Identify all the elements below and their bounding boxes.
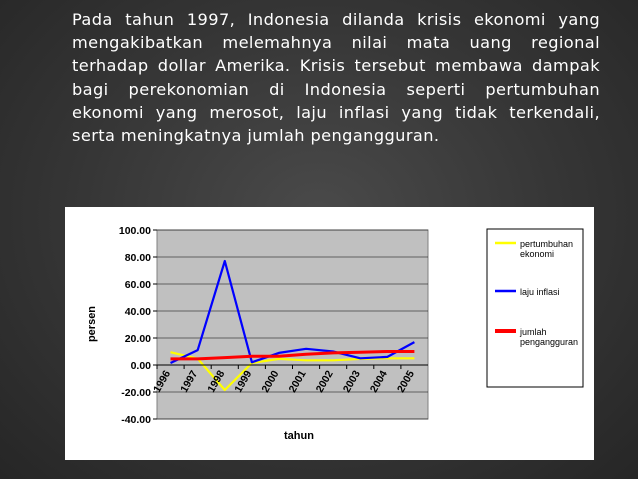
x-tick-label: 2004 (367, 368, 390, 395)
legend-label-3: pengangguran (520, 337, 579, 347)
x-tick-label: 2000 (259, 368, 282, 395)
legend-label-3: jumlah (520, 327, 547, 337)
x-tick-label: 1999 (232, 368, 255, 395)
x-tick-label: 2003 (340, 368, 363, 395)
legend-label-2: laju inflasi (520, 287, 560, 297)
x-tick-label: 2002 (313, 368, 336, 395)
y-tick-label: 100.00 (118, 225, 151, 237)
y-tick-label: 80.00 (124, 252, 151, 264)
x-tick-label: 2005 (394, 368, 418, 395)
slide-paragraph: Pada tahun 1997, Indonesia dilanda krisis ekonomi yang mengakibatkan melemahnya nilai mata uang regional terhadap dollar Amerika. Krisis tersebut membawa dampak bagi perekonomian di Indonesia seperti pertumbuhan ekonomi yang merosot, laju inflasi yang tidak terkendali, serta meningkatnya jumlah pengangguran. (72, 10, 600, 146)
y-axis-title: persen (86, 305, 98, 343)
x-axis-title: tahun (284, 430, 314, 442)
legend-label-1: pertumbuhan (520, 239, 574, 249)
x-tick-label: 1997 (178, 368, 201, 395)
line-chart (65, 207, 594, 460)
y-tick-label: 60.00 (124, 279, 151, 291)
x-tick-label: 1998 (205, 368, 228, 395)
x-tick-label: 1996 (151, 368, 174, 395)
legend-label-1: ekonomi (520, 249, 555, 259)
chart-panel (65, 207, 594, 460)
y-tick-label: -20.00 (121, 387, 151, 399)
x-tick-label: 2001 (286, 368, 309, 395)
y-tick-label: 40.00 (124, 306, 151, 318)
y-tick-label: 0.00 (130, 360, 151, 372)
y-tick-label: -40.00 (121, 414, 151, 426)
y-tick-label: 20.00 (124, 333, 151, 345)
